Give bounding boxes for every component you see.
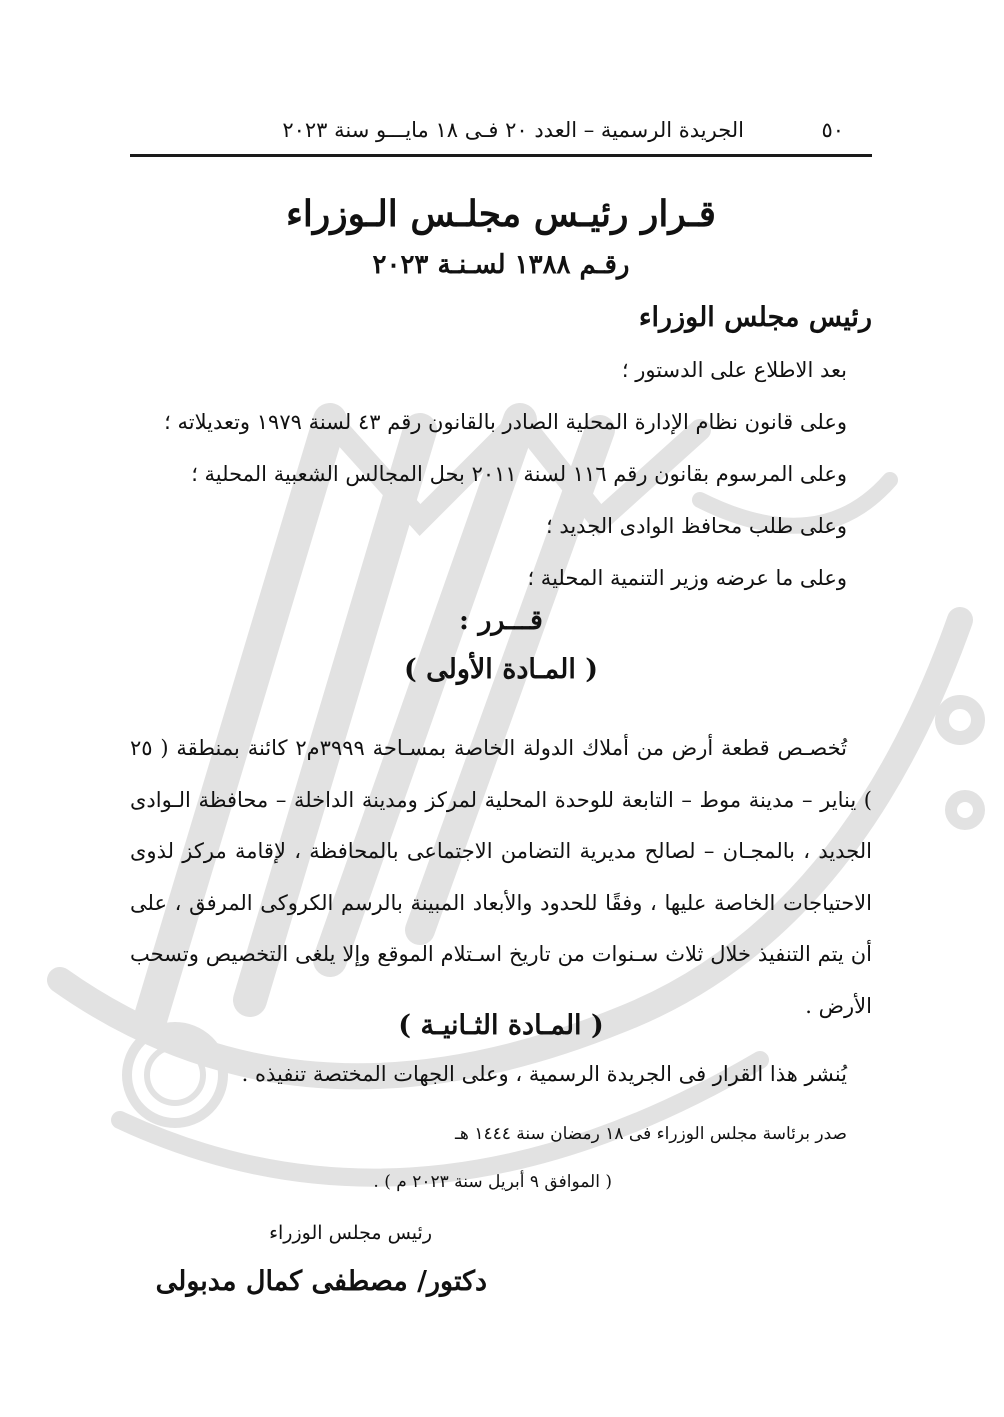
article-2-text: يُنشر هذا القرار فى الجريدة الرسمية ، وعلى الجهات المختصة تنفيذه . — [241, 1062, 847, 1086]
article-2-heading: ( المـادة الثـانيـة ) — [398, 1010, 604, 1041]
page-number: ٥٠ — [821, 118, 844, 142]
decided-label: قـــرر : — [459, 605, 543, 636]
preamble-list — [130, 352, 847, 612]
article-1-text: تُخصـص قطعة أرض من أملاك الدولة الخاصة بمسـاحة ٣٩٩٩م٢ كائنة بمنطقة ( ٢٥ ) يناير – مدينة موط – التابعة للوحدة المحلية لمركز ومدينة الداخلة – محافظة الـوادى الجديد ، بالمجـان – لصالح مديرية التضامن الاجتماعى بالمحافظة ، لإقامة مركز لذوى الاحتياجات الخاصة عليها ، وفقًا للحدود والأبعاد المبينة بالرسم الكروكى المرفق ، على أن يتم التنفيذ خلال ثلاث سـنوات من تاريخ اسـتلام الموقع وإلا يلغى التخصيص وتسحب الأرض . — [130, 736, 872, 1018]
preamble-item: وعلى ما عرضه وزير التنمية المحلية ؛ — [527, 566, 847, 590]
page-header — [130, 112, 872, 148]
issued-date-gregorian: ( الموافق ٩ أبريل سنة ٢٠٢٣ م ) . — [373, 1172, 612, 1192]
preamble-item: وعلى المرسوم بقانون رقم ١١٦ لسنة ٢٠١١ بحل المجالس الشعبية المحلية ؛ — [191, 462, 847, 486]
preamble-item: وعلى طلب محافظ الوادى الجديد ؛ — [545, 514, 847, 538]
signatory-title: رئيس مجلس الوزراء — [269, 1222, 432, 1244]
decree-number: رقـم ١٣٨٨ لسـنـة ٢٠٢٣ — [372, 250, 630, 280]
decree-title: قـرار رئيـس مجلـس الـوزراء — [285, 193, 716, 235]
header-divider — [130, 154, 872, 157]
decree-page — [130, 0, 872, 1417]
article-1-heading: ( المـادة الأولى ) — [403, 654, 599, 685]
preamble-item: بعد الاطلاع على الدستور ؛ — [621, 358, 847, 382]
signatory-name: دكتور/ مصطفى كمال مدبولى — [155, 1266, 487, 1297]
running-title: الجريدة الرسمية – العدد ٢٠ فـى ١٨ مايـــو سنة ٢٠٢٣ — [282, 118, 744, 142]
issuer-heading: رئيس مجلس الوزراء — [638, 302, 872, 333]
preamble-item: وعلى قانون نظام الإدارة المحلية الصادر بالقانون رقم ٤٣ لسنة ١٩٧٩ وتعديلاته ؛ — [164, 410, 847, 434]
issued-date-hijri: صدر برئاسة مجلس الوزراء فى ١٨ رمضان سنة ١٤٤٤ هـ — [454, 1124, 847, 1144]
